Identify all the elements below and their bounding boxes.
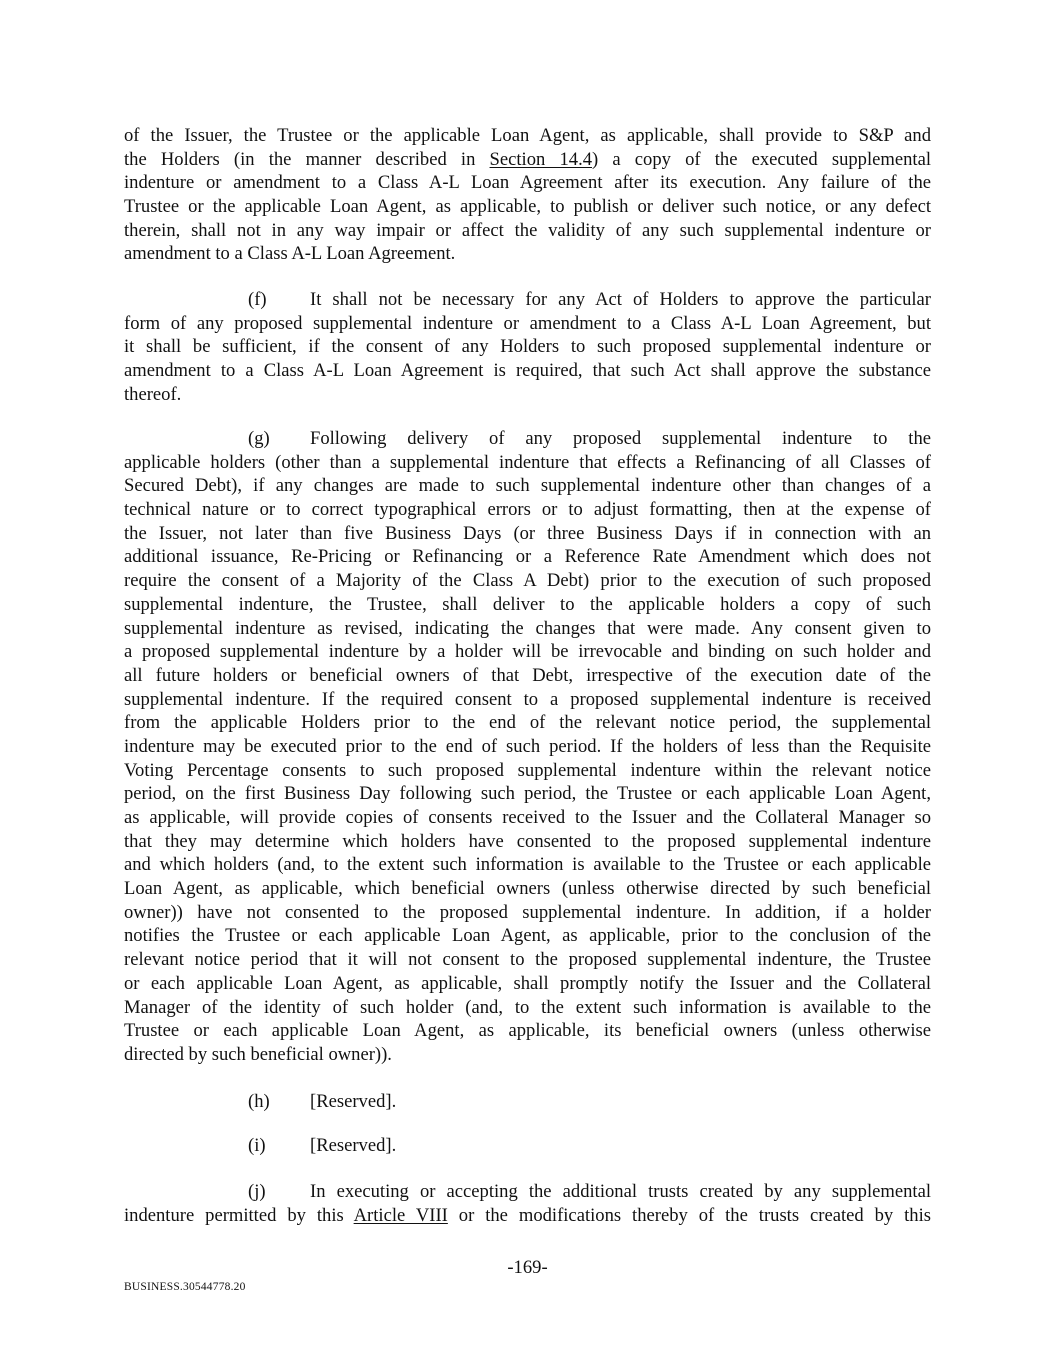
text-line: Voting Percentage consents to such proposed supplemental indenture within the relevant notice xyxy=(124,759,931,781)
text-line: thereof. xyxy=(124,383,182,405)
document-id: BUSINESS.30544778.20 xyxy=(124,1281,246,1293)
text-line: Secured Debt), if any changes are made to such supplemental indenture other than changes of a xyxy=(124,475,931,497)
paragraph-label: (j) xyxy=(248,1181,266,1202)
reserved-text: [Reserved]. xyxy=(310,1135,397,1156)
text-line: additional issuance, Re-Pricing or Refinancing or a Reference Rate Amendment which does not xyxy=(124,546,931,568)
text-line: or each applicable Loan Agent, as applicable, shall promptly notify the Issuer and the Collateral xyxy=(124,972,931,994)
text-line: amendment to a Class A-L Loan Agreement. xyxy=(124,243,456,265)
text-line: directed by such beneficial owner)). xyxy=(124,1043,392,1065)
text-line: require the consent of a Majority of the Class A Debt) prior to the execution of such proposed xyxy=(124,570,931,592)
article-viii-link[interactable]: Article VIII xyxy=(353,1204,448,1226)
text-line: Loan Agent, as applicable, which beneficial owners (unless otherwise directed by such beneficial xyxy=(124,878,931,900)
paragraph-label: (f) xyxy=(248,289,267,310)
text-line xyxy=(124,288,931,312)
text-line: from the applicable Holders prior to the end of the relevant notice period, the supplemental xyxy=(124,712,931,734)
paragraph-j xyxy=(124,1180,931,1227)
text-segment: the Holders (in the manner described in xyxy=(124,148,490,170)
paragraph-label: (h) xyxy=(248,1091,270,1112)
text-line: period, on the first Business Day following such period, the Trustee or each applicable Loan Agent, xyxy=(124,783,931,805)
text-line: applicable holders (other than a supplemental indenture that effects a Refinancing of all Classes of xyxy=(124,451,931,473)
text-line: that they may determine which holders have consented to the proposed supplemental indenture xyxy=(124,830,931,852)
paragraph-f xyxy=(124,288,931,406)
reserved-text: [Reserved]. xyxy=(310,1091,397,1112)
paragraph-g xyxy=(124,427,931,1067)
text-line: supplemental indenture, the Trustee, shall deliver to the applicable holders a copy of such xyxy=(124,593,931,615)
paragraph-label: (g) xyxy=(248,428,270,449)
text-line: Manager of the identity of such holder (and, to the extent such information is available to the xyxy=(124,996,931,1018)
text-line: the Issuer, not later than five Business Days (or three Business Days if in connection with an xyxy=(124,522,931,544)
text-line: a proposed supplemental indenture by a holder will be irrevocable and binding on such holder and xyxy=(124,641,931,663)
text-line xyxy=(124,148,931,172)
text-line xyxy=(124,427,931,451)
paragraph-label: (i) xyxy=(248,1135,266,1156)
paragraph-e-continuation xyxy=(124,124,931,266)
text-line xyxy=(124,1090,931,1114)
section-14-4-link[interactable]: Section 14.4 xyxy=(489,148,593,170)
text-segment: In executing or accepting the additional trusts created by any supplemental xyxy=(310,1181,931,1202)
text-line: technical nature or to correct typographical errors or to adjust formatting, then at the expense of xyxy=(124,499,931,521)
text-line: relevant notice period that it will not consent to the proposed supplemental indenture, the Trustee xyxy=(124,949,931,971)
paragraph-h xyxy=(124,1090,931,1114)
text-segment: or the modifications thereby of the trusts created by this xyxy=(447,1204,931,1226)
text-segment: Following delivery of any proposed supplemental indenture to the xyxy=(310,428,931,449)
text-line: of the Issuer, the Trustee or the applicable Loan Agent, as applicable, shall provide to S&P and xyxy=(124,125,931,146)
text-line xyxy=(124,1180,931,1204)
text-line: Trustee or each applicable Loan Agent, as applicable, its beneficial owners (unless otherwise xyxy=(124,1020,931,1042)
text-line xyxy=(124,1204,931,1228)
text-line: owner)) have not consented to the proposed supplemental indenture. In addition, if a holder xyxy=(124,901,931,923)
text-line xyxy=(124,1134,931,1158)
text-line: Trustee or the applicable Loan Agent, as applicable, to publish or deliver such notice, or any defect xyxy=(124,196,931,218)
text-segment: It shall not be necessary for any Act of Holders to approve the particular xyxy=(310,289,931,310)
text-line: amendment to a Class A-L Loan Agreement is required, that such Act shall approve the substance xyxy=(124,360,931,382)
text-line: as applicable, will provide copies of consents received to the Issuer and the Collateral Manager so xyxy=(124,807,931,828)
text-segment: indenture permitted by this xyxy=(124,1204,354,1226)
text-line: form of any proposed supplemental indenture or amendment to a Class A-L Loan Agreement, but xyxy=(124,312,931,334)
page-number: -169- xyxy=(507,1257,548,1278)
text-line: and which holders (and, to the extent such information is available to the Trustee or each applicable xyxy=(124,854,931,876)
text-line: all future holders or beneficial owners of that Debt, irrespective of the execution date of the xyxy=(124,664,931,686)
text-line: notifies the Trustee or each applicable Loan Agent, as applicable, prior to the conclusion of the xyxy=(124,925,931,947)
text-line: indenture may be executed prior to the end of such period. If the holders of less than the Requisite xyxy=(124,735,931,757)
text-line: therein, shall not in any way impair or affect the validity of any such supplemental indenture or xyxy=(124,219,931,241)
text-line: supplemental indenture as revised, indicating the changes that were made. Any consent given to xyxy=(124,617,931,639)
text-segment: ) a copy of the executed supplemental xyxy=(592,148,931,170)
text-line: supplemental indenture. If the required consent to a proposed supplemental indenture is received xyxy=(124,688,931,710)
text-line: indenture or amendment to a Class A-L Loan Agreement after its execution. Any failure of the xyxy=(124,172,931,194)
text-line: it shall be sufficient, if the consent of any Holders to such proposed supplemental indenture or xyxy=(124,336,931,358)
paragraph-i xyxy=(124,1134,931,1158)
